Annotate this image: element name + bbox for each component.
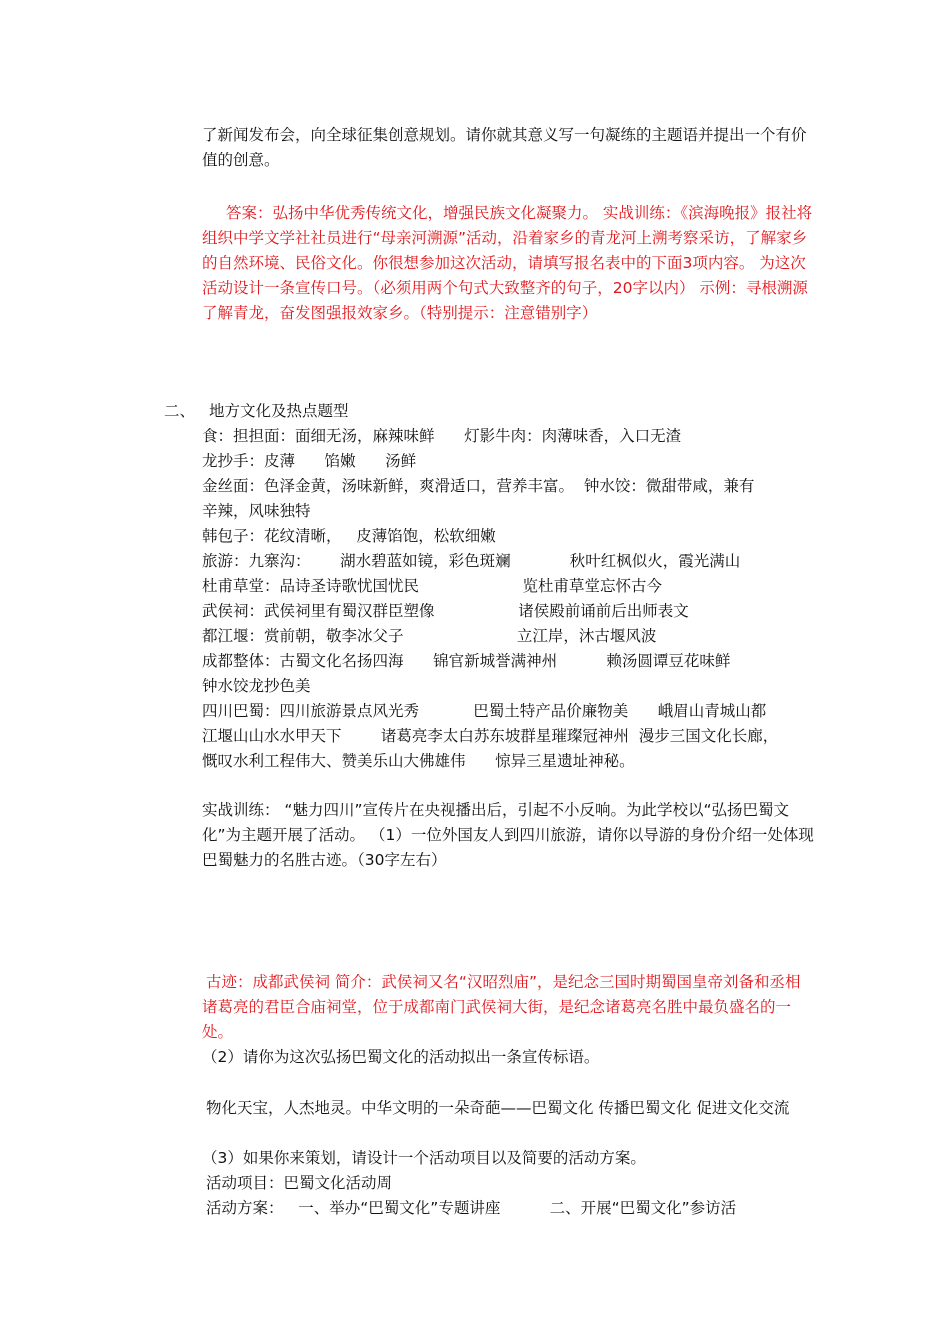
answer-paragraph-2: 古迹：成都武侯祠 简介：武侯祠又名“汉昭烈庙”，是纪念三国时期蜀国皇帝刘备和丞相诸葛亮的君臣合庙祠堂，位于成都南门武侯祠大街，是纪念诸葛亮名胜中最负盛名的一处。 [202,973,801,1041]
list-line: 成都整体：古蜀文化名扬四海 锦官新城誉满神州 赖汤圆谭豆花味鲜 [202,652,731,670]
list-line: 慨叹水利工程伟大、赞美乐山大佛雄伟 惊异三星遗址神秘。 [202,752,635,770]
list-line: 四川巴蜀：四川旅游景点风光秀 巴蜀土特产品价廉物美 峨眉山青城山都 [202,702,767,720]
list-line: 辛辣，风味独特 [202,502,311,520]
list-line: 金丝面：色泽金黄，汤味新鲜，爽滑适口，营养丰富。 钟水饺：微甜带咸，兼有 [202,477,755,495]
intro-paragraph: 了新闻发布会，向全球征集创意规划。请你就其意义写一句凝练的主题语并提出一个有价值的创意。 [202,126,807,169]
section-title: 地方文化及热点题型 [209,402,349,420]
list-line: 钟水饺龙抄色美 [202,677,311,695]
list-line: 食：担担面：面细无汤，麻辣味鲜 灯影牛肉：肉薄味香，入口无渣 [202,427,682,445]
list-line: 武侯祠：武侯祠里有蜀汉群臣塑像 诸侯殿前诵前后出师表文 [202,602,689,620]
list-line: 杜甫草堂：品诗圣诗歌忧国忧民 览杜甫草堂忘怀古今 [202,577,662,595]
answer-paragraph-1: 答案：弘扬中华优秀传统文化，增强民族文化凝聚力。 实战训练：《滨海晚报》报社将组织中学文学社社员进行“母亲河溯源”活动，沿着家乡的青龙河上溯考察采访，了解家乡的自然环境、民俗文化。你很想参加这次活动，请填写报名表中的下面3项内容。 为这次活动设计一条宣传口号。（必须用两个句式大致整齐的句子，20字以内） 示例：寻根溯源了解青龙，奋发图强报效家乡。（特别提示：注意错别字） [202,204,813,322]
section-heading [164,399,349,424]
list-line: 韩包子：花纹清晰， 皮薄馅饱，松软细嫩 [202,527,496,545]
question-2: （2）请你为这次弘扬巴蜀文化的活动拟出一条宣传标语。 [202,1048,600,1066]
activity-plan: 活动方案： 一、举办“巴蜀文化”专题讲座 二、开展“巴蜀文化”参访活 [206,1199,737,1217]
practice-paragraph: 实战训练： “魅力四川”宣传片在央视播出后，引起不小反响。为此学校以“弘扬巴蜀文化”为主题开展了活动。 （1）一位外国友人到四川旅游，请你以导游的身份介绍一处体现巴蜀魅力的名胜古迹。（30字左右） [202,801,814,869]
slogan-paragraph: 物化天宝，人杰地灵。中华文明的一朵奇葩——巴蜀文化 传播巴蜀文化 促进文化交流 [206,1099,790,1117]
list-line: 龙抄手：皮薄 馅嫩 汤鲜 [202,452,417,470]
list-line: 都江堰：赏前朝，敬李冰父子 立江岸，沐古堰风波 [202,627,657,645]
question-3: （3）如果你来策划，请设计一个活动项目以及简要的活动方案。 [202,1149,646,1167]
list-line: 江堰山山水水甲天下 诸葛亮李太白苏东坡群星璀璨冠神州 漫步三国文化长廊， [202,727,779,745]
section-number: 二、 [164,402,196,420]
activity-project: 活动项目：巴蜀文化活动周 [206,1174,393,1192]
list-line: 旅游：九寨沟： 湖水碧蓝如镜，彩色斑斓 秋叶红枫似火，霞光满山 [202,552,741,570]
